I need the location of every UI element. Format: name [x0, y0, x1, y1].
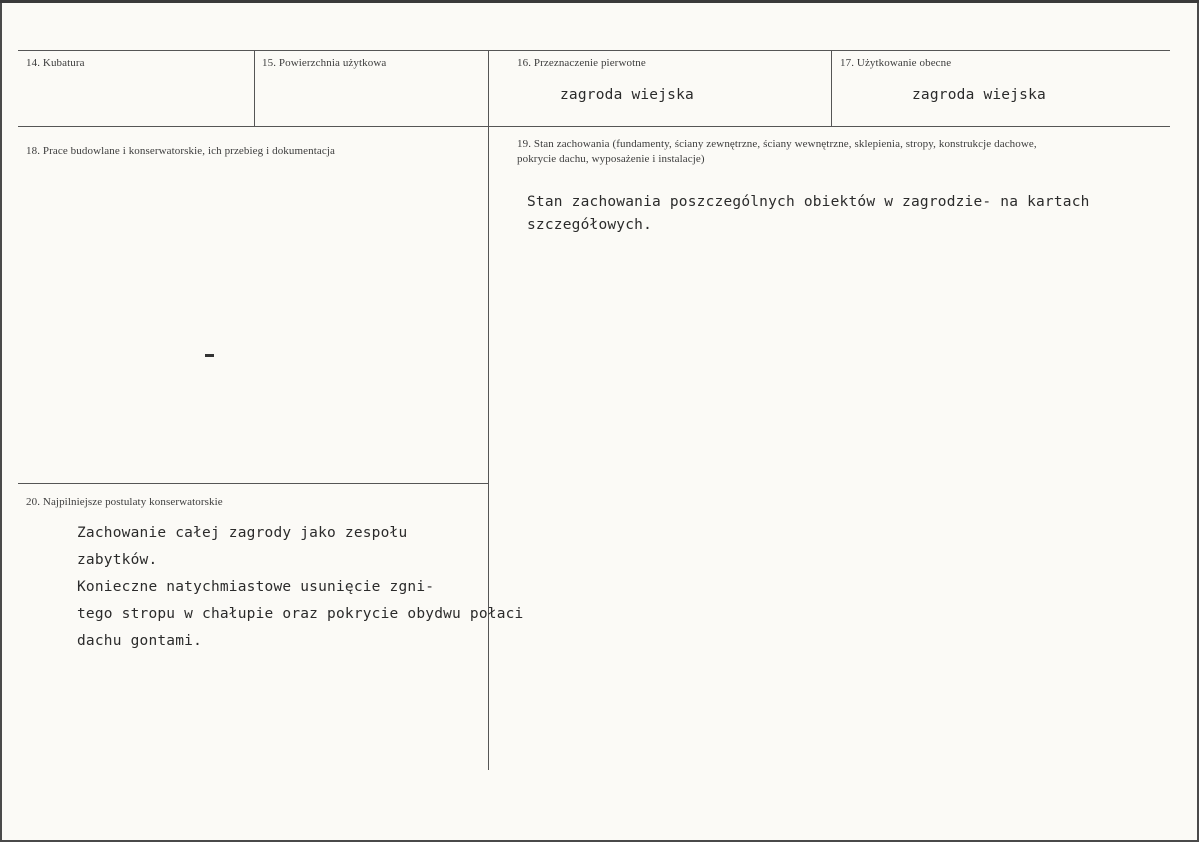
field-19-value	[527, 191, 1090, 237]
field-17-value: zagroda wiejska	[912, 87, 1046, 103]
field-19-line-2: szczegółowych.	[527, 217, 653, 233]
field-16-value: zagroda wiejska	[560, 87, 694, 103]
row2-bottom-rule	[18, 483, 488, 484]
field-19-label: 19. Stan zachowania (fundamenty, ściany zewnętrzne, ściany wewnętrzne, sklepienia, stropy, konstrukcje dachowe, pokrycie dachu, wyposażenie i instalacje)	[517, 138, 1037, 165]
field-20-line-4: tego stropu w chałupie oraz pokrycie obydwu połaci	[77, 606, 524, 622]
top-rule	[18, 50, 1170, 51]
field-14-label: 14. Kubatura	[26, 57, 85, 69]
field-18-value-dash	[205, 354, 214, 357]
field-20-value	[77, 520, 524, 655]
field-20-label: 20. Najpilniejsze postulaty konserwatorskie	[26, 496, 223, 508]
field-18-label: 18. Prace budowlane i konserwatorskie, ich przebieg i dokumentacja	[26, 145, 335, 157]
divider-16-17	[831, 50, 832, 126]
row1-bottom-rule	[18, 126, 1170, 127]
field-20-line-1: Zachowanie całej zagrody jako zespołu	[77, 525, 408, 541]
field-20-line-3: Konieczne natychmiastowe usunięcie zgni-	[77, 579, 435, 595]
field-20-line-2: zabytków.	[77, 552, 158, 568]
field-16-label: 16. Przeznaczenie pierwotne	[517, 57, 646, 69]
divider-14-15	[254, 50, 255, 126]
field-17-label: 17. Użytkowanie obecne	[840, 57, 952, 69]
field-19-line-1: Stan zachowania poszczególnych obiektów w zagrodzie- na kartach	[527, 194, 1090, 210]
field-15-label: 15. Powierzchnia użytkowa	[262, 57, 387, 69]
field-20-line-5: dachu gontami.	[77, 633, 203, 649]
divider-15-16	[488, 50, 489, 770]
